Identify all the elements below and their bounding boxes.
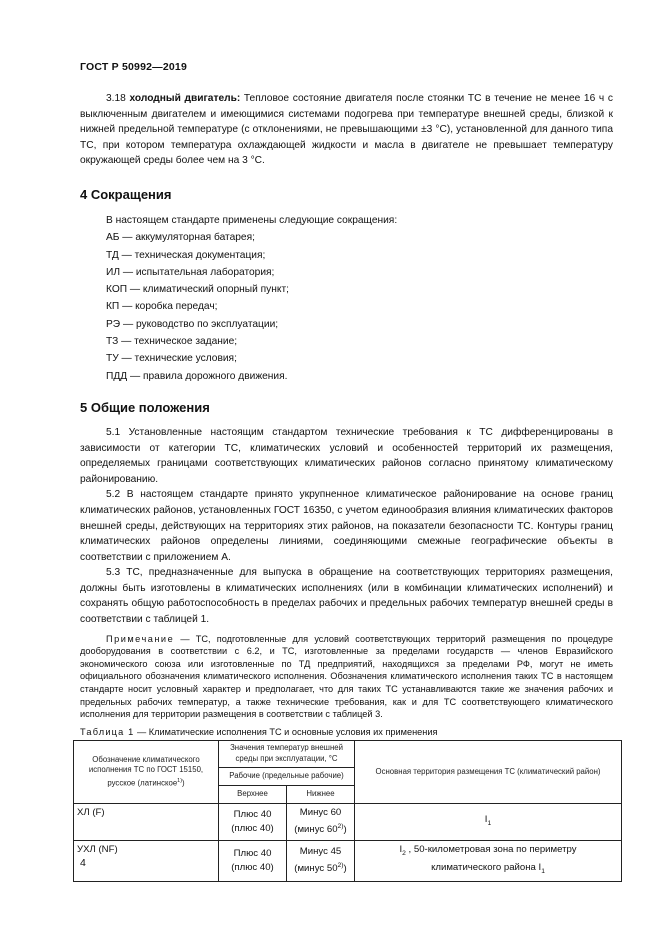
table-caption-text: — Климатические исполнения ТС и основные условия их применения xyxy=(134,726,438,737)
cell-upper: Плюс 40 (плюс 40) xyxy=(219,803,287,840)
abbreviation-item: РЭ — руководство по эксплуатации; xyxy=(106,318,279,330)
standard-header: ГОСТ Р 50992—2019 xyxy=(80,61,188,73)
cell-upper: Плюс 40 (плюс 40) xyxy=(219,840,287,881)
term-definition: Тепловое состояние двигателя после стоянки ТС в течение не менее 16 ч с выключенным двигателем и имеющимися системами подогрева при температуре внешней среды, близкой к нижней предельной температуре (с отклонениями, не превышающими ±3 °С), установленной для данного типа ТС, при котором температура охлаждающей жидкости и масла в двигателе не превышает температуру окружающей среды более чем на 3 °С. xyxy=(80,93,613,167)
section-5-title: 5 Общие положения xyxy=(80,399,210,415)
table-caption xyxy=(80,727,613,738)
abbreviation-item: ТУ — технические условия; xyxy=(106,353,237,365)
paragraph-5-1: 5.1 Установленные настоящим стандартом технические требования к ТС дифференцированы в зависимости от категории ТС, климатических условий и особенностей территорий их размещения, определяемых границами соответствующих климатических районов согласно принятому климатическому районированию. xyxy=(80,426,613,485)
header-working: Рабочие (предельные рабочие) xyxy=(219,767,355,785)
cell-designation: УХЛ (NF) xyxy=(74,840,219,881)
abbreviation-item: ПДД — правила дорожного движения. xyxy=(106,370,288,382)
term-3-18 xyxy=(80,91,613,169)
table-caption-label: Таблица 1 xyxy=(80,726,135,737)
note-label: Примечание xyxy=(106,633,175,644)
climate-table xyxy=(73,740,622,882)
header-territory: Основная территория размещения ТС (климатический район) xyxy=(355,740,622,803)
page-content xyxy=(77,91,613,882)
abbreviation-item: КП — коробка передач; xyxy=(106,301,218,313)
abbreviation-item: ИЛ — испытательная лаборатория; xyxy=(106,266,275,278)
paragraph-5-3: 5.3 ТС, предназначенные для выпуска в обращение на соответствующих территориях размещения, должны быть изготовлены в климатических исполнениях (или в комбинации климатических исполнений) и сохранять общую работоспособность в пределах рабочих и предельных рабочих температур внешней среды в соответствии с таблицей 1. xyxy=(80,567,613,626)
header-upper: Верхнее xyxy=(219,785,287,803)
cell-territory: $I_1$ xyxy=(355,803,622,840)
header-designation: Обозначение климатического исполнения ТС по ГОСТ 15150, русское (латинское$^{1)}$) xyxy=(74,740,219,803)
section-4-intro: В настоящем стандарте применены следующие сокращения: xyxy=(106,214,398,226)
table-header-row xyxy=(74,740,622,767)
term-number: 3.18 xyxy=(106,93,126,104)
abbreviation-list xyxy=(80,229,613,385)
cell-lower: Минус 60 (минус 60$^{2)}$) xyxy=(287,803,355,840)
page-number: 4 xyxy=(80,857,86,869)
abbreviation-item: ТД — техническая документация; xyxy=(106,249,266,261)
cell-designation: ХЛ (F) xyxy=(74,803,219,840)
cell-lower: Минус 45 (минус 50$^{2)}$) xyxy=(287,840,355,881)
header-lower: Нижнее xyxy=(287,785,355,803)
cell-territory: $I_2$ , 50-километровая зона по периметру климатического района $I_1$ xyxy=(355,840,622,881)
note xyxy=(80,633,613,721)
header-temperatures: Значения температур внешней среды при эксплуатации, °С xyxy=(219,740,355,767)
table-row xyxy=(74,840,622,881)
abbreviation-item: АБ — аккумуляторная батарея; xyxy=(106,232,255,244)
paragraph-5-2: 5.2 В настоящем стандарте принято укрупненное климатическое районирование на основе границ климатических районов, установленных ГОСТ 16350, с учетом единообразия влияния климатических факторов внешней среды, действующих на территориях этих районов, на показатели безопасности ТС. Контуры границ климатических районов определены линиями, соединяющими смежные географические объекты в соответствии с приложением А. xyxy=(80,489,613,563)
table-row xyxy=(74,803,622,840)
abbreviation-item: КОП — климатический опорный пункт; xyxy=(106,284,289,296)
section-4-title: 4 Сокращения xyxy=(80,186,172,202)
note-text: — ТС, подготовленные для условий соответствующих территорий размещения по процедуре дооборудования в соответствии с 6.2, и ТС, изготовленные за пределами государств — членов Евразийского экономического союза или изготовленные по ТД предприятий, находящихся за пределами РФ, могут не иметь официального обозначения климатического исполнения. Обозначения климатического исполнения таких ТС в настоящем стандарте носит условный характер и предполагает, что для таких ТС устанавливаются такие же значения рабочих и предельных рабочих температур, а также технические требования, как и для ТС соответствующего климатического исполнения для территории размещения в соответствии с таблицей 3. xyxy=(80,633,613,720)
abbreviation-item: ТЗ — техническое задание; xyxy=(106,336,238,348)
term-name: холодный двигатель: xyxy=(129,93,241,104)
